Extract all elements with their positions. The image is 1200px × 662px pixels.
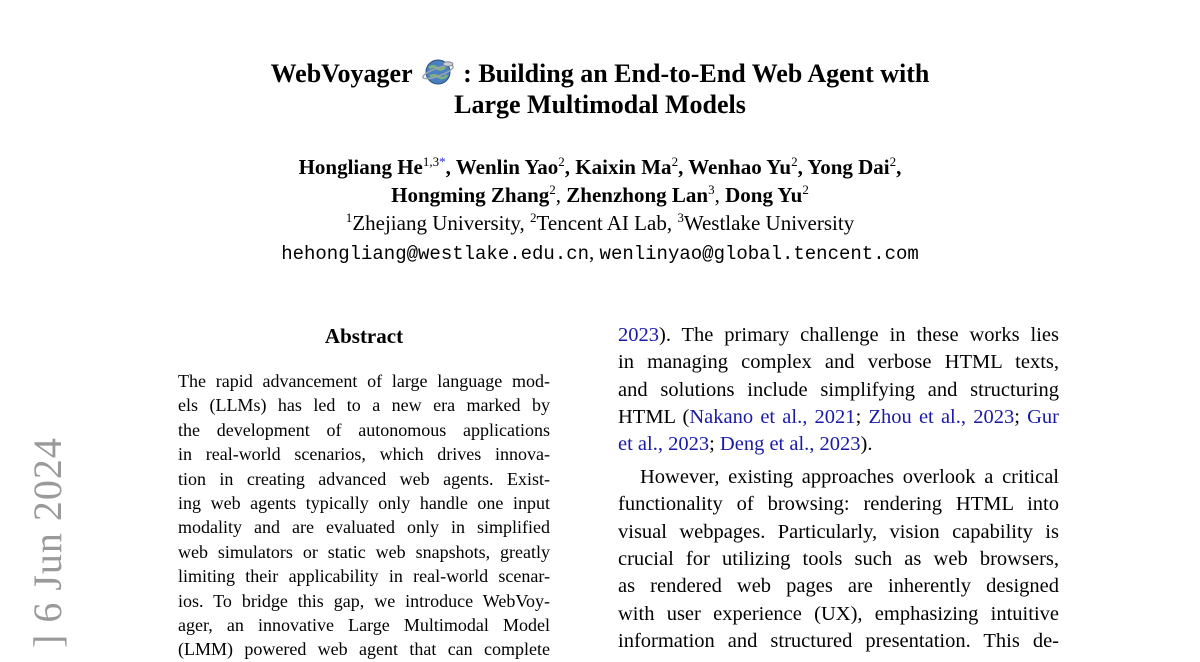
affiliation: $^1$Zhejiang University, xyxy=(345,210,530,235)
emails: hehongliang@westlake.edu.cn, wenlinyao@global.tencent.com xyxy=(281,240,919,265)
email-link[interactable]: wenlinyao@global.tencent.com xyxy=(599,243,919,265)
abstract-line: tion in creating advanced web agents. Exist- xyxy=(178,468,550,489)
abstract-line: in real-world scenarios, which drives innova- xyxy=(178,444,550,465)
abstract-line: The rapid advancement of large language mod- xyxy=(178,371,550,391)
body-line: and solutions include simplifying and structuring xyxy=(618,378,1059,401)
citation-link[interactable]: Nakano et al., 2021 xyxy=(689,405,856,428)
author: Yong Dai$^2$, xyxy=(807,154,902,179)
abstract-heading: Abstract xyxy=(324,324,404,348)
affiliations xyxy=(0,209,1200,237)
citation-link[interactable]: Deng et al., 2023 xyxy=(719,433,861,456)
abstract-line: limiting their applicability in real-world scenar- xyxy=(178,566,550,587)
abstract-line: els (LLMs) has led to a new era marked by xyxy=(178,395,550,416)
authors-line-1 xyxy=(0,153,1200,181)
body-line: However, existing approaches overlook a critical xyxy=(640,466,1059,488)
body-line: information and structured presentation. This de- xyxy=(618,629,1059,652)
paper-title-line-1 xyxy=(0,57,1200,90)
body-line: functionality of browsing: rendering HTML into xyxy=(618,493,1059,516)
affiliation: $^3$Westlake University xyxy=(677,210,855,235)
citation-link[interactable]: et al., 2023 xyxy=(618,433,710,456)
globe-airship-icon xyxy=(421,57,455,87)
body-line: visual webpages. Particularly, vision capability is xyxy=(618,520,1059,543)
abstract-line: web simulators or static web snapshots, greatly xyxy=(178,541,550,562)
citation-link[interactable]: Gur xyxy=(1027,405,1059,428)
author: Hongliang $He^{1,3*}$, xyxy=(298,154,456,179)
body-line: HTML (Nakano et al., 2021; Zhou et al., 2023; Gur xyxy=(618,405,1059,428)
abstract-line: ios. To bridge this gap, we introduce WebVoy- xyxy=(178,590,550,611)
author: Wenhao Yu$^2$, xyxy=(688,154,808,179)
paper-title-name: WebVoyager xyxy=(270,59,413,88)
citation-link[interactable]: Zhou et al., 2023 xyxy=(868,405,1015,428)
body-line: et al., 2023; Deng et al., 2023). xyxy=(618,433,873,456)
body-line: 2023). The primary challenge in these works lies xyxy=(618,324,1059,346)
body-line: crucial for utilizing tools such as web browsers, xyxy=(618,547,1059,570)
arxiv-identifier-stamp: ] 6 Jun 2024 xyxy=(25,437,70,648)
body-line: as rendered web pages are inherently designed xyxy=(618,575,1059,598)
author: Hongming Zhang$^2$, xyxy=(391,182,567,207)
author: Zhenzhong Lan$^3$, xyxy=(566,182,726,207)
corresponding-author-mark: * xyxy=(439,154,446,169)
author: Dong Yu$^2$ xyxy=(725,182,809,207)
body-line: in managing complex and verbose HTML texts, xyxy=(618,351,1059,374)
abstract-line: modality and are evaluated only in simplified xyxy=(178,517,550,538)
body-line: with user experience (UX), emphasizing intuitive xyxy=(618,602,1059,625)
abstract-line: ager, an innovative Large Multimodal Model xyxy=(178,615,550,635)
author: Wenlin Yao$^2$, xyxy=(455,154,576,179)
paper-title-line-2: Large Multimodal Models xyxy=(454,90,746,119)
email-link[interactable]: hehongliang@westlake.edu.cn xyxy=(281,243,590,265)
authors-line-2 xyxy=(0,181,1200,209)
abstract-line: the development of autonomous applications xyxy=(178,419,550,440)
abstract-line: ing web agents typically only handle one input xyxy=(178,493,550,513)
affiliation: $^2$Tencent AI Lab, xyxy=(530,210,678,235)
paper-title-subtitle: : Building an End-to-End Web Agent with xyxy=(463,59,930,88)
citation-link[interactable]: 2023 xyxy=(618,324,659,346)
author: Kaixin Ma$^2$, xyxy=(575,154,689,179)
abstract-line: (LMM) powered web agent that can complete xyxy=(178,639,550,660)
